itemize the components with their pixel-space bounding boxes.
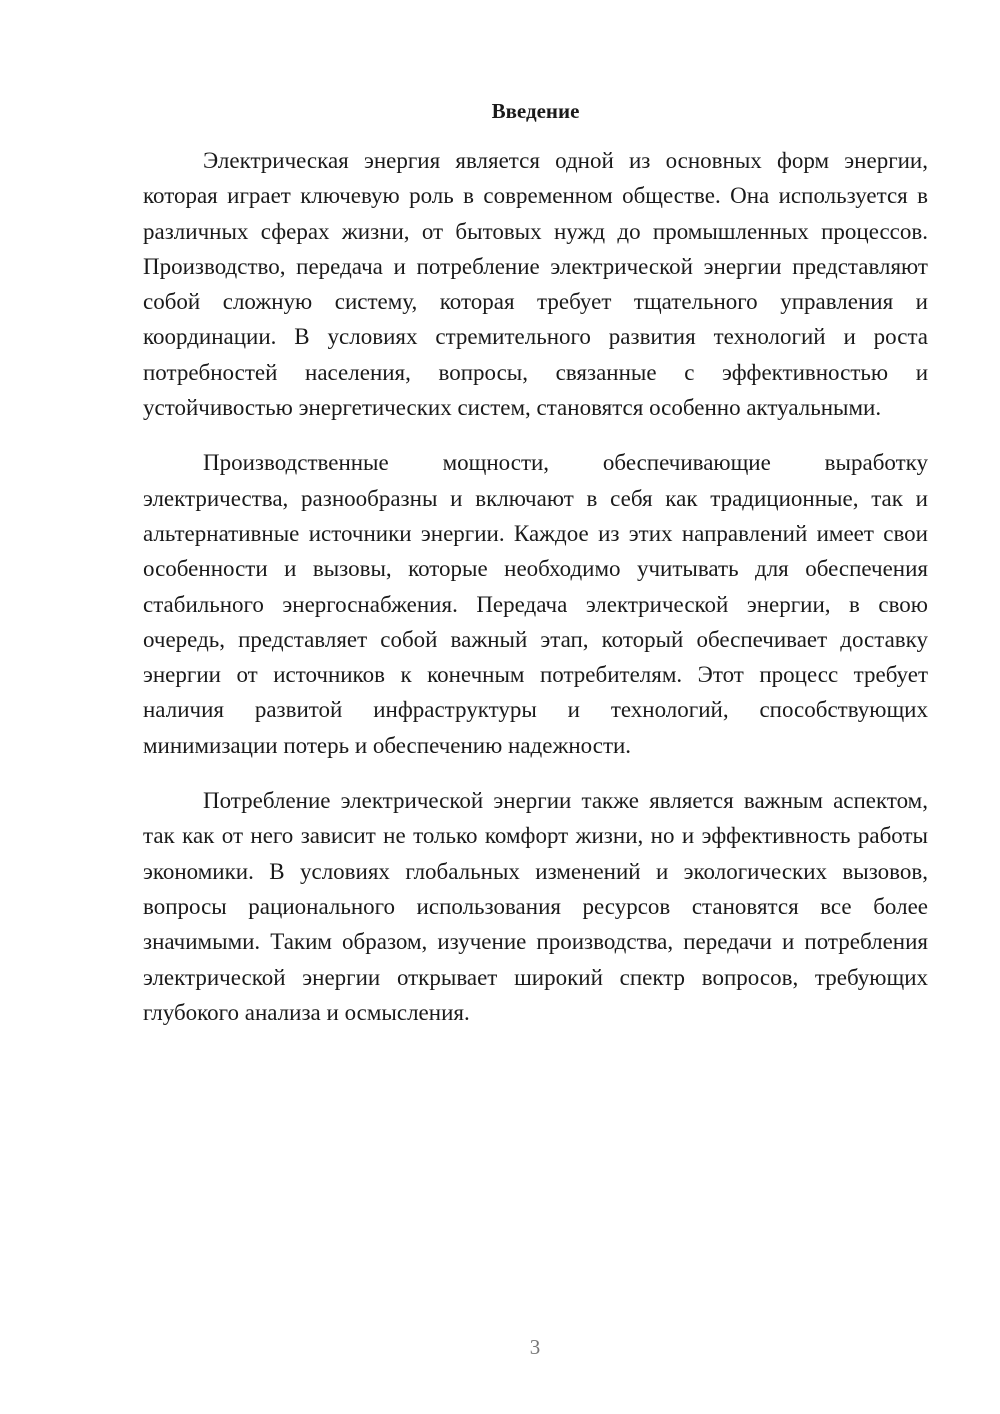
paragraph-2: Производственные мощности, обеспечивающие выработку электричества, разнообразны и включают в себя как традиционные, так и альтернативные источники энергии. Каждое из этих направлений имеет свои особенности и вызовы, которые необходимо учитывать для обеспечения стабильного энергоснабжения. Передача электрической энергии, в свою очередь, представляет собой важный этап, который обеспечивает доставку энергии от источников к конечным потребителям. Этот процесс требует наличия развитой инфраструктуры и технологий, способствующих минимизации потерь и обеспечению надежности. xyxy=(143,450,928,758)
paragraph-1: Электрическая энергия является одной из основных форм энергии, которая играет ключевую роль в современном обществе. Она используется в различных сферах жизни, от бытовых нужд до промышленных процессов. Производство, передача и потребление электрической энергии представляют собой сложную систему, которая требует тщательного управления и координации. В условиях стремительного развития технологий и роста потребностей населения, вопросы, связанные с эффективностью и устойчивостью энергетических систем, становятся особенно актуальными. xyxy=(143,148,928,421)
paragraph-3: Потребление электрической энергии также является важным аспектом, так как от него зависит не только комфорт жизни, но и эффективность работы экономики. В условиях глобальных изменений и экологических вызовов, вопросы рационального использования ресурсов становятся все более значимыми. Таким образом, изучение производства, передачи и потребления электрической энергии открывает широкий спектр вопросов, требующих глубокого анализа и осмысления. xyxy=(143,788,928,1025)
body-text xyxy=(143,143,928,1050)
section-heading: Введение xyxy=(491,99,580,123)
page-number: 3 xyxy=(529,1335,541,1359)
